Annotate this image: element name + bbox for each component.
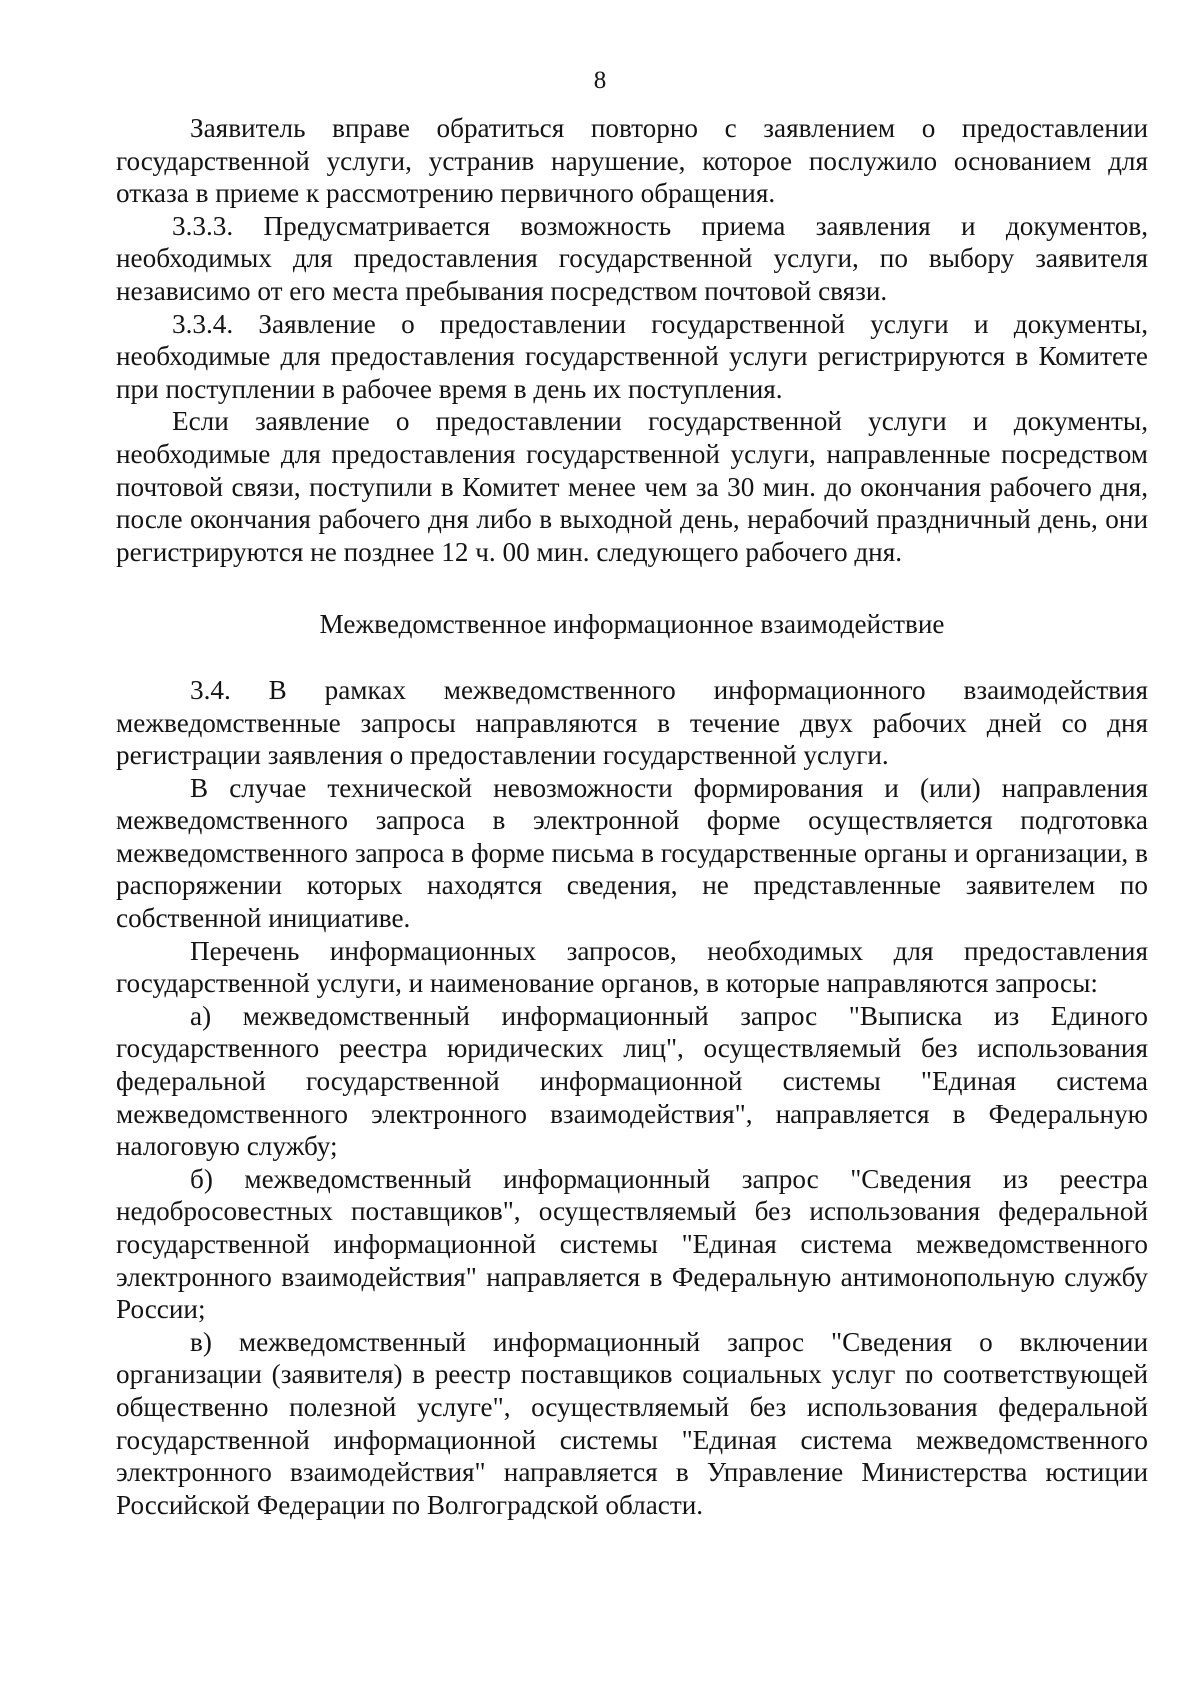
paragraph-postal-registration: Если заявление о предоставлении государственной услуги и документы, необходимые для предоставления государственной услуги, направленные посредством почтовой связи, поступили в Комитет менее чем за 30 мин. до окончания рабочего дня, после окончания рабочего дня либо в выходной день, нерабочий праздничный день, они регистрируются не позднее 12 ч. 00 мин. следующего рабочего дня. bbox=[116, 406, 1148, 567]
section-heading: Межведомственное информационное взаимодействие bbox=[319, 609, 945, 640]
page-number: 8 bbox=[593, 67, 607, 94]
paragraph-3-3-3: 3.3.3. Предусматривается возможность приема заявления и документов, необходимых для предоставления государственной услуги, по выбору заявителя независимо от его места пребывания посредством почтовой связи. bbox=[116, 210, 1148, 306]
paragraph-3-3-4: 3.3.4. Заявление о предоставлении государственной услуги и документы, необходимые для предоставления государственной услуги регистрируются в Комитете при поступлении в рабочее время в день их поступления. bbox=[116, 308, 1148, 404]
paragraph-technical-impossibility: В случае технической невозможности формирования и (или) направления межведомственного запроса в электронной форме осуществляется подготовка межведомственного запроса в форме письма в государственные органы и организации, в распоряжении которых находятся сведения, не представленные заявителем по собственной инициативе. bbox=[116, 772, 1148, 934]
paragraph-3-4: 3.4. В рамках межведомственного информационного взаимодействия межведомственные запросы направляются в течение двух рабочих дней со дня регистрации заявления о предоставлении государственной услуги. bbox=[116, 674, 1148, 771]
list-item-a: а) межведомственный информационный запрос "Выписка из Единого государственного реестра юридических лиц", осуществляемый без использования федеральной государственной информационной системы "Единая система межведомственного электронного взаимодействия", направляется в Федеральную налоговую службу; bbox=[116, 1000, 1148, 1162]
paragraph-request-list-intro: Перечень информационных запросов, необходимых для предоставления государственной услуги, и наименование органов, в которые направляются запросы: bbox=[116, 935, 1148, 999]
list-item-v: в) межведомственный информационный запрос "Сведения о включении организации (заявителя) в реестр поставщиков социальных услуг по соответствующей общественно полезной услуге", осуществляемый без использования федеральной государственной информационной системы "Единая система межведомственного электронного взаимодействия" направляется в Управление Министерства юстиции Российской Федерации по Волгоградской области. bbox=[116, 1326, 1148, 1520]
list-item-b: б) межведомственный информационный запрос "Сведения из реестра недобросовестных поставщиков", осуществляемый без использования федеральной государственной информационной системы "Единая система межведомственного электронного взаимодействия" направляется в Федеральную антимонопольную службу России; bbox=[116, 1163, 1148, 1325]
document-body bbox=[116, 112, 1148, 1521]
paragraph-reapply: Заявитель вправе обратиться повторно с заявлением о предоставлении государственной услуги, устранив нарушение, которое послужило основанием для отказа в приеме к рассмотрению первичного обращения. bbox=[116, 113, 1148, 209]
